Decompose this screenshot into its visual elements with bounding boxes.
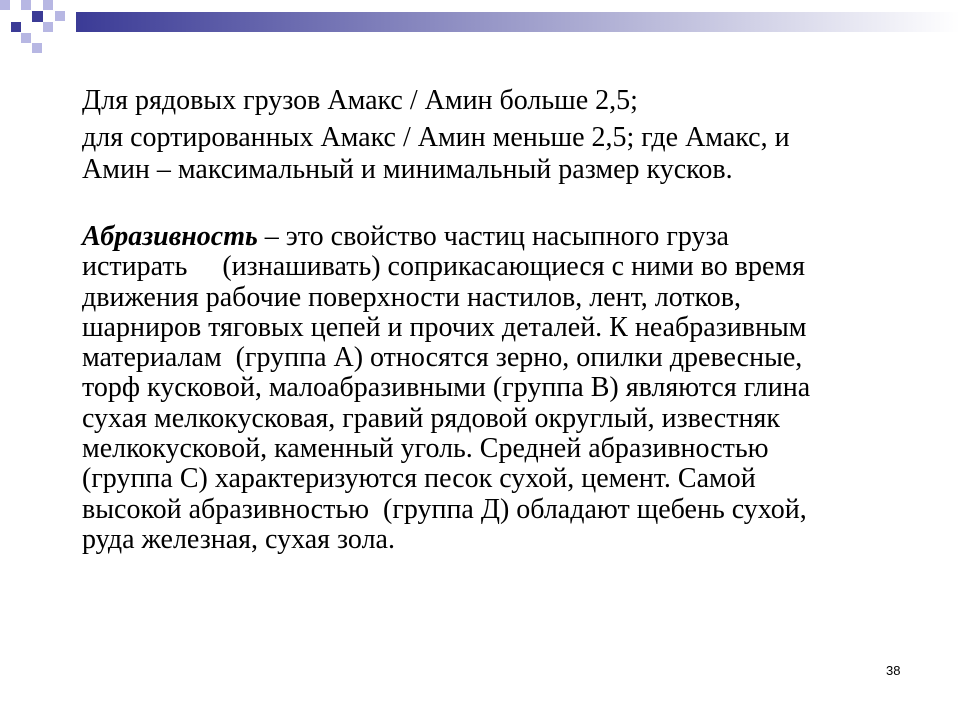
paragraph-line: сухая мелкокусковая, гравий рядовой округлый, известняк bbox=[82, 402, 780, 434]
abrasiveness-paragraph bbox=[82, 222, 942, 555]
text-line-sorted: для сортированных Амакс / Амин меньше 2,5; где Амакс, и bbox=[82, 122, 790, 153]
paragraph-line: материалам (группа А) относятся зерно, опилки древесные, bbox=[82, 342, 803, 374]
header-decoration bbox=[0, 0, 960, 60]
paragraph-line: движения рабочие поверхности настилов, лент, лотков, bbox=[82, 281, 741, 313]
deco-square bbox=[32, 43, 42, 53]
paragraph-line: (группа С) характеризуются песок сухой, цемент. Самой bbox=[82, 463, 756, 495]
deco-square bbox=[21, 0, 31, 10]
header-gradient-bar bbox=[76, 12, 960, 32]
paragraph-line: – это свойство частиц насыпного груза bbox=[257, 221, 729, 252]
deco-square bbox=[11, 22, 21, 32]
paragraph-line: мелкокусковой, каменный уголь. Средней абразивностью bbox=[82, 433, 769, 465]
deco-square bbox=[55, 11, 65, 21]
text-line-definition: Амин – максимальный и минимальный размер кусков. bbox=[82, 154, 733, 185]
paragraph-line: руда железная, сухая зола. bbox=[82, 523, 395, 555]
paragraph-line: торф кусковой, малоабразивными (группа В) являются глина bbox=[82, 372, 811, 404]
deco-square bbox=[43, 0, 53, 10]
page-number: 38 bbox=[886, 663, 901, 678]
abrasiveness-term: Абразивность bbox=[82, 221, 258, 252]
deco-square bbox=[0, 0, 10, 10]
deco-square bbox=[21, 33, 31, 43]
deco-square bbox=[32, 11, 43, 22]
deco-square bbox=[43, 22, 53, 32]
paragraph-line: высокой абразивностью (группа Д) обладают щебень сухой, bbox=[82, 493, 807, 525]
paragraph-line: шарниров тяговых цепей и прочих деталей. К неабразивным bbox=[82, 311, 807, 343]
paragraph-line: истирать (изнашивать) соприкасающиеся с ними во время bbox=[82, 251, 806, 283]
text-line-large-lump: Для рядовых грузов Амакс / Амин больше 2,5; bbox=[82, 85, 638, 116]
